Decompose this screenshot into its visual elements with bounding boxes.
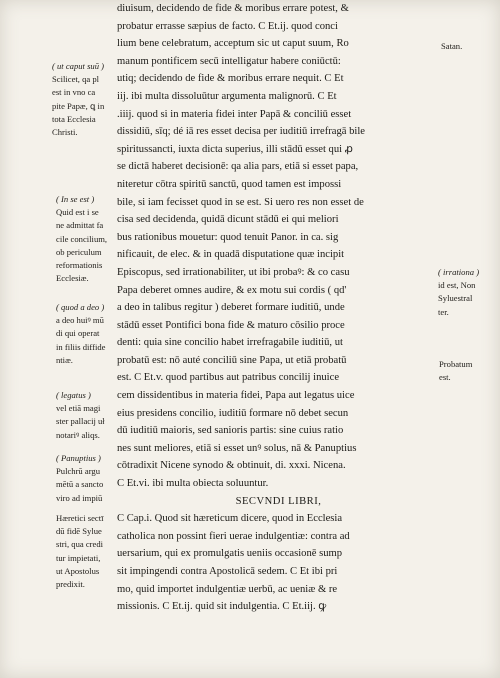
text-line: manum pontificem secū intelligatur habere coniūctū: [117, 55, 341, 67]
text-line: probatū est: nō auté conciliū sine Papa, ut etiā probatū [117, 354, 347, 366]
note-line: Satan. [441, 41, 463, 51]
margin-note-haeretici [56, 512, 104, 591]
text-line: sit impingendi contra Apostolicā sedem. C Et ibi pri [117, 566, 338, 577]
text-line: cisa sed decidenda, quidā dicunt stādū ei qui meliori [117, 214, 339, 226]
text-line: Episcopus, sed irrationabiliter, ut ibi probaꝰ: & co casu [117, 266, 350, 278]
note-line: ( In se est ) [56, 194, 95, 204]
note-line: Christi. [52, 127, 78, 138]
text-line: C Cap.i. Quod sit hæreticum dicere, quod in Ecclesia [117, 513, 343, 525]
note-line: ob periculum [56, 246, 102, 257]
note-line: ter. [438, 306, 449, 317]
text-line: est. C Et.v. quod partibus aut patribus concilij inuice [117, 372, 340, 384]
margin-note-legatus [56, 389, 105, 442]
text-line: eius presidens concilio, iuditiū formare nō debet secun [117, 407, 349, 419]
note-line: ster pallacij uł [56, 416, 105, 427]
text-line: stādū esset Pontifici bona fide & maturo cōsilio proce [117, 319, 345, 331]
text-line: SECVNDI LIBRI, [235, 495, 322, 507]
note-line: tota Ecclesia [52, 113, 96, 124]
text-line: cem dissidentibus in materia fidei, Papa aut legatus uice [117, 390, 355, 402]
note-line: notariꝰ aliqs. [56, 429, 100, 440]
text-line: bus rationibus mouetur: quod tenuit Panor. in ca. sig [117, 231, 339, 243]
note-line: ( irrationa ) [438, 267, 480, 277]
text-line: iij. ibi multa dissoluūtur argumenta malignorū. C Et [117, 90, 337, 102]
text-line: utiq; decidendo de fide & moribus errare nequit. C Et [117, 73, 344, 85]
text-line: diuisum, decidendo de fide & moribus errare potest, & [117, 3, 349, 14]
note-line: dū fidē Sylue [56, 526, 102, 537]
note-line: mētū a sancto [56, 479, 104, 490]
margin-note-panuptius [56, 452, 103, 505]
note-line: est in vno ca [52, 87, 96, 98]
text-line: probatur errasse sæpius de facto. C Et.ij. quod conci [117, 20, 338, 32]
text-line: se dictā haberet decisionē: qa alia pars, etiā si esset papa, [117, 161, 359, 173]
text-line: missionis. C Et.ij. quid sit indulgentia. C Et.iij. ꝙ [117, 601, 327, 613]
margin-note-satan [441, 40, 462, 53]
text-line: a deo in talibus regitur ) deberet formare iuditiū, unde [117, 302, 345, 314]
margin-note-probatum [439, 358, 472, 384]
note-line: id est, Non [438, 280, 476, 291]
note-line: Quid est i se [56, 207, 99, 218]
text-line: dissidiū, sīq; dé iā res esset decisa per iuditiū irrefragā bile [117, 126, 365, 138]
main-text-column [117, 0, 440, 616]
margin-note-quod-a-deo [56, 301, 106, 367]
note-line: Pulchrū argu [56, 466, 100, 477]
text-line: spiritussancti, iuxta dicta superius, illi stādū esset qui ꝓ [117, 143, 353, 155]
note-line: ne admittat fa [56, 220, 104, 231]
note-line: in filiis diffide [56, 341, 106, 352]
note-line: reformationis [56, 260, 103, 271]
text-line: uersarium, qui ex promulgatis ueniis occasionē sump [117, 548, 343, 560]
note-line: ( quod a deo ) [56, 302, 105, 312]
text-line: bile, si iam fecisset quod in se est. Si uero res non esset de [117, 196, 364, 208]
text-line: Papa deberet omnes audire, & ex motu sui cordis ( qd' [117, 284, 347, 296]
note-line: Ecclesiæ. [56, 273, 89, 284]
note-line: a deo huiꝰ mū [56, 315, 104, 326]
note-line: ( Panuptius ) [56, 453, 101, 463]
text-line: C Et.vi. ibi multa obiecta soluuntur. [117, 478, 269, 490]
note-line: tur impietati, [56, 552, 101, 563]
margin-note-irrationa [438, 266, 479, 319]
note-line: vel etiā magi [56, 403, 101, 414]
margin-note-caput [52, 60, 104, 139]
text-line: lium bene celebratum, acceptum sic ut caput suum, Ro [117, 38, 349, 50]
note-line: ( legatus ) [56, 390, 91, 400]
note-line: ( ut caput suū ) [52, 61, 105, 71]
text-line: nificauit, de elec. & in quadā disputatione quæ incipit [117, 249, 345, 261]
note-line: ut Apostolus [56, 565, 100, 576]
text-line: cōtradixit Nicene synodo & obtinuit, di. xxxi. Nicena. [117, 460, 346, 472]
note-line: viro ad impiū [56, 492, 103, 503]
text-line: denti: quia sine concilio habet irrefragabile iuditiū, ut [117, 337, 343, 349]
note-line: pite Papæ, ꝗ in [52, 100, 105, 111]
note-line: stri, qua credi [56, 539, 104, 550]
text-line: dū iuditiū maioris, sed sanioris partis: sine cuius ratio [117, 425, 344, 437]
note-line: Scilicet, qa pl [52, 74, 100, 85]
text-line: nes sunt meliores, etiā si esset unꝰ solus, nā & Panuptius [117, 442, 357, 454]
text-line: niteretur cōtra spiritū sanctū, quod tamen est impossi [117, 178, 342, 190]
note-line: Syluestral [438, 293, 473, 304]
note-line: Hæretici sectī [56, 513, 104, 523]
text-line: .iiij. quod si in materia fidei inter Papā & conciliū esset [117, 108, 352, 120]
note-line: di qui operat [56, 328, 100, 339]
note-line: Probatum [439, 359, 473, 369]
note-line: predixit. [56, 579, 85, 590]
note-line: cile concilium, [56, 233, 108, 244]
margin-note-in-se-est [56, 193, 107, 285]
text-line: mo, quid importet indulgentiæ uerbū, ac ueniæ & re [117, 583, 338, 595]
text-line: catholica non possint fieri uerae indulgentiæ: contra ad [117, 530, 350, 542]
note-line: ntiæ. [56, 354, 73, 365]
note-line: est. [439, 372, 451, 383]
